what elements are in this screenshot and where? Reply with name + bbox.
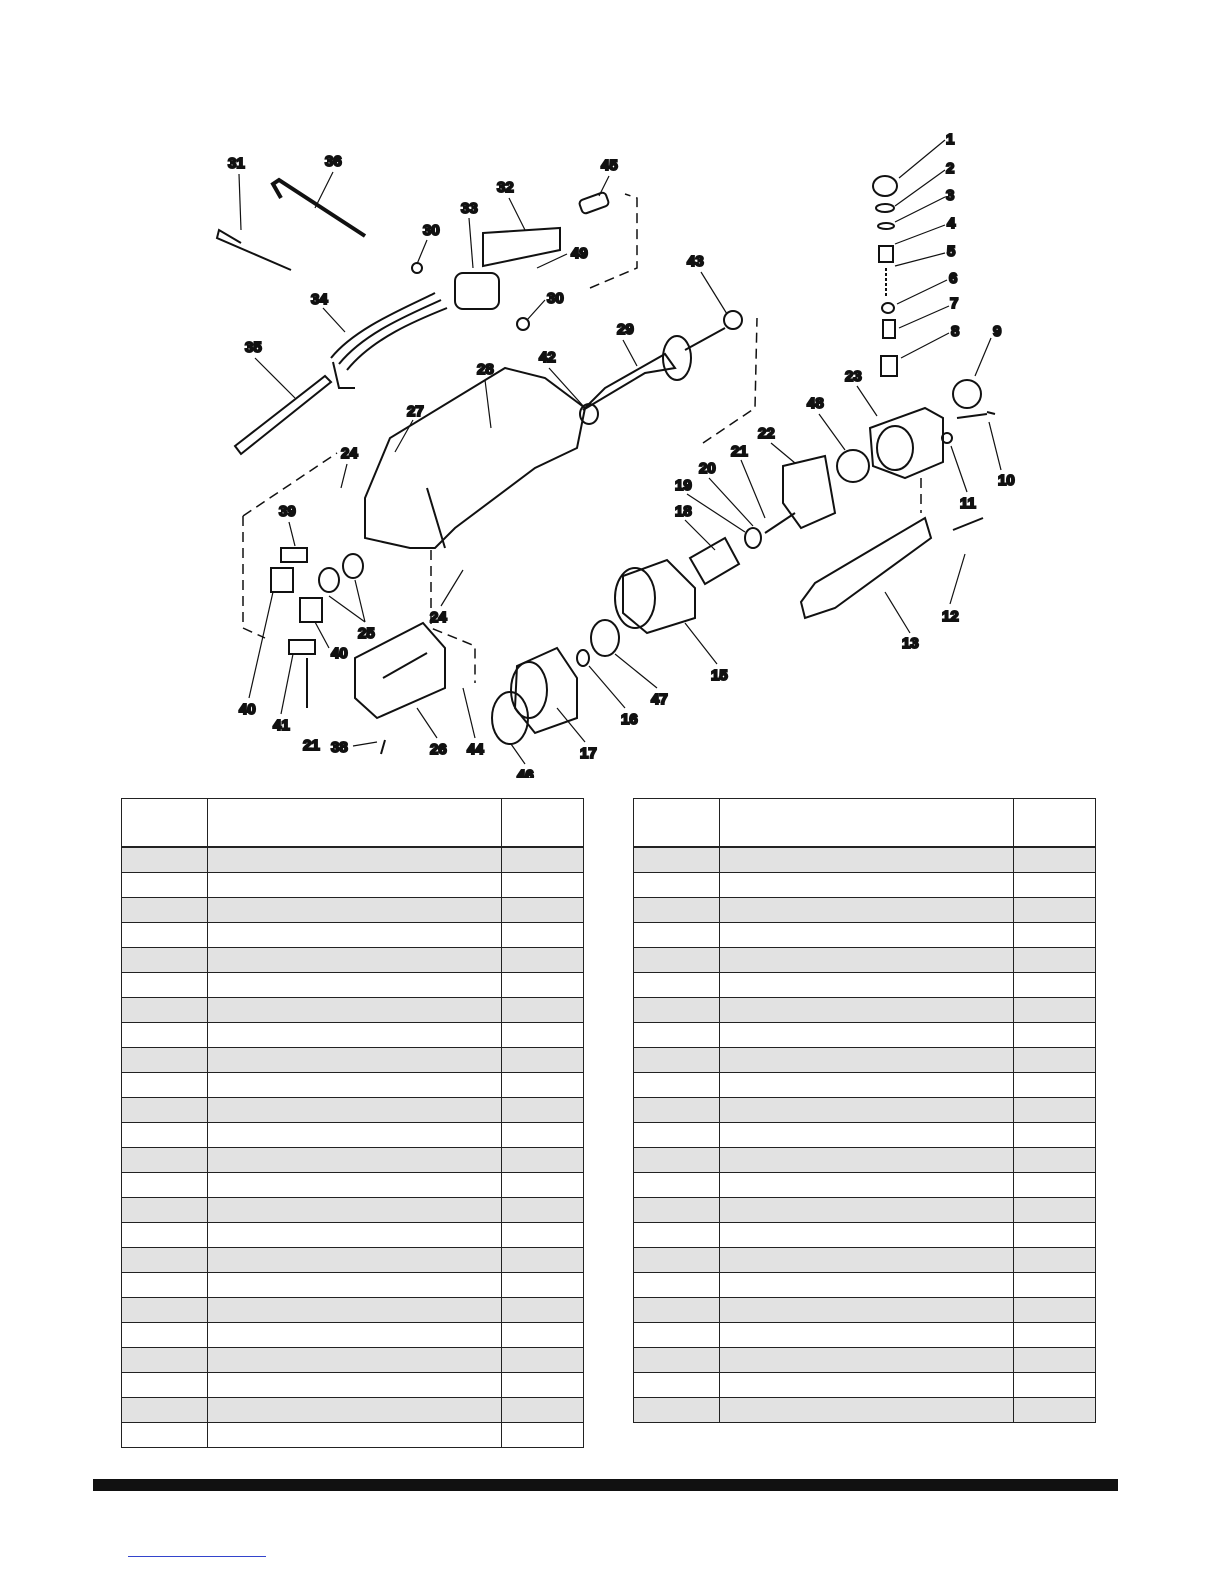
- cell-description: [720, 1373, 1014, 1398]
- cell-description: [720, 948, 1014, 973]
- cell-part-no: [122, 1298, 208, 1323]
- cell-part-no: [122, 948, 208, 973]
- cell-part-no: [122, 1148, 208, 1173]
- cell-part-no: [122, 898, 208, 923]
- cell-qty: [502, 1148, 584, 1173]
- cell-part-no: [634, 1248, 720, 1273]
- table-row: [122, 1398, 584, 1423]
- block: [271, 568, 293, 592]
- cell-description: [720, 1248, 1014, 1273]
- cell-description: [720, 1273, 1014, 1298]
- valve-port: [877, 426, 913, 470]
- table-row: [634, 1048, 1096, 1073]
- table-row: [634, 948, 1096, 973]
- valve-body: [870, 408, 943, 478]
- table-row: [634, 1248, 1096, 1273]
- table-row: [122, 923, 584, 948]
- callout-48: 48: [807, 395, 824, 412]
- callout-40-right: 40: [331, 645, 348, 662]
- cell-description: [720, 1198, 1014, 1223]
- valve-nut: [881, 356, 897, 376]
- callout-17: 17: [580, 745, 597, 762]
- table-row: [122, 1373, 584, 1398]
- cell-part-no: [122, 923, 208, 948]
- pin: [578, 192, 609, 215]
- bolt: [957, 412, 995, 418]
- table-body: [634, 847, 1096, 1423]
- cell-description: [208, 948, 502, 973]
- cell-description: [208, 1373, 502, 1398]
- cell-description: [208, 1048, 502, 1073]
- cell-part-no: [122, 1423, 208, 1448]
- exploded-view-drawing: [205, 118, 1025, 778]
- table-row: [634, 1098, 1096, 1123]
- table-row: [634, 1123, 1096, 1148]
- cell-qty: [502, 1023, 584, 1048]
- cell-qty: [502, 923, 584, 948]
- cell-part-no: [122, 1248, 208, 1273]
- screw: [412, 263, 422, 273]
- cell-qty: [1014, 1123, 1096, 1148]
- clamp-plate: [483, 228, 560, 266]
- callout-34: 34: [311, 291, 328, 308]
- blade-guide: [331, 293, 447, 388]
- callout-3: 3: [946, 187, 955, 204]
- callout-45: 45: [601, 157, 618, 174]
- table-row: [122, 1148, 584, 1173]
- cell-part-no: [122, 1123, 208, 1148]
- table-row: [122, 1223, 584, 1248]
- bushing: [319, 568, 339, 592]
- cell-part-no: [634, 1123, 720, 1148]
- cell-part-no: [122, 1023, 208, 1048]
- cell-description: [208, 1148, 502, 1173]
- table-row: [122, 1098, 584, 1123]
- table-row: [634, 1148, 1096, 1173]
- table-row: [122, 1273, 584, 1298]
- cell-qty: [502, 1298, 584, 1323]
- callout-19: 19: [675, 477, 692, 494]
- cell-description: [720, 873, 1014, 898]
- cell-qty: [502, 1273, 584, 1298]
- column-header-qty: [1014, 799, 1096, 848]
- cell-part-no: [122, 1073, 208, 1098]
- callout-16: 16: [621, 711, 638, 728]
- cell-part-no: [122, 1223, 208, 1248]
- cell-qty: [502, 1198, 584, 1223]
- exploded-parts-diagram: [205, 118, 1025, 778]
- table-row: [634, 1023, 1096, 1048]
- cell-description: [208, 1098, 502, 1123]
- cell-description: [720, 1223, 1014, 1248]
- callout-38: 38: [331, 739, 348, 756]
- table-row: [122, 1248, 584, 1273]
- cell-part-no: [122, 1373, 208, 1398]
- callout-39: 39: [279, 503, 296, 520]
- o-ring-stack: [878, 223, 894, 229]
- cell-part-no: [122, 1273, 208, 1298]
- callout-10: 10: [998, 472, 1015, 489]
- cell-description: [208, 1323, 502, 1348]
- table-row: [122, 1048, 584, 1073]
- callout-4: 4: [947, 215, 956, 232]
- cell-qty: [1014, 847, 1096, 873]
- cell-part-no: [634, 1198, 720, 1223]
- cell-description: [720, 898, 1014, 923]
- callout-23: 23: [845, 368, 862, 385]
- tool-housing: [365, 368, 585, 548]
- cell-part-no: [122, 1198, 208, 1223]
- callout-27: 27: [407, 403, 424, 420]
- cell-part-no: [122, 1398, 208, 1423]
- cell-description: [720, 1173, 1014, 1198]
- cell-part-no: [634, 1323, 720, 1348]
- table-row: [634, 847, 1096, 873]
- cell-qty: [1014, 1223, 1096, 1248]
- cell-qty: [502, 1348, 584, 1373]
- cap: [873, 176, 897, 196]
- cell-description: [208, 973, 502, 998]
- plate: [591, 620, 619, 656]
- cell-qty: [502, 898, 584, 923]
- plate-small: [281, 548, 307, 562]
- cell-part-no: [634, 948, 720, 973]
- assembly-lines: [243, 194, 921, 683]
- cell-qty: [1014, 923, 1096, 948]
- cell-description: [208, 1423, 502, 1448]
- cell-description: [208, 923, 502, 948]
- cell-qty: [502, 1373, 584, 1398]
- callout-49: 49: [571, 245, 588, 262]
- callout-47: 47: [651, 691, 668, 708]
- callout-26: 26: [430, 741, 447, 758]
- callout-20: 20: [699, 460, 716, 477]
- callout-13: 13: [902, 635, 919, 652]
- callout-24-top: 24: [341, 445, 358, 462]
- cell-part-no: [122, 873, 208, 898]
- table-header-row: [634, 799, 1096, 848]
- cell-qty: [1014, 1373, 1096, 1398]
- cell-qty: [502, 1123, 584, 1148]
- cell-description: [720, 847, 1014, 873]
- cell-qty: [502, 1248, 584, 1273]
- motor-rotor: [623, 560, 695, 633]
- cell-description: [208, 1398, 502, 1423]
- column-header-description: [208, 799, 502, 848]
- cell-part-no: [634, 1373, 720, 1398]
- cell-part-no: [122, 998, 208, 1023]
- footer-rule: [93, 1479, 1118, 1491]
- callout-44: 44: [467, 741, 484, 758]
- cell-part-no: [122, 1323, 208, 1348]
- cell-qty: [1014, 1248, 1096, 1273]
- cell-description: [208, 1248, 502, 1273]
- column-header-part-no: [634, 799, 720, 848]
- callout-29: 29: [617, 321, 634, 338]
- cell-qty: [502, 1048, 584, 1073]
- cell-description: [208, 1123, 502, 1148]
- callout-36: 36: [325, 153, 342, 170]
- cell-description: [720, 973, 1014, 998]
- callout-46: 46: [517, 767, 534, 778]
- table-row: [634, 1298, 1096, 1323]
- cell-description: [208, 998, 502, 1023]
- cell-part-no: [122, 1098, 208, 1123]
- table-row: [634, 1198, 1096, 1223]
- cell-description: [720, 1398, 1014, 1423]
- cell-description: [720, 1323, 1014, 1348]
- bearing: [577, 650, 589, 666]
- cell-part-no: [634, 1348, 720, 1373]
- callout-28: 28: [477, 361, 494, 378]
- callout-5: 5: [947, 243, 956, 260]
- valve-seat: [879, 246, 893, 262]
- table-row: [122, 847, 584, 873]
- table-row: [122, 1073, 584, 1098]
- cell-part-no: [634, 1173, 720, 1198]
- table-row: [634, 873, 1096, 898]
- cell-qty: [1014, 1323, 1096, 1348]
- callout-21-bottom: 21: [303, 737, 320, 754]
- cell-part-no: [634, 1023, 720, 1048]
- table-row: [122, 1423, 584, 1448]
- cell-qty: [502, 847, 584, 873]
- cell-qty: [1014, 1273, 1096, 1298]
- cell-qty: [502, 973, 584, 998]
- cell-part-no: [634, 1273, 720, 1298]
- pivot-pin: [953, 518, 983, 530]
- column-header-qty: [502, 799, 584, 848]
- table-row: [634, 1173, 1096, 1198]
- cell-part-no: [634, 973, 720, 998]
- callout-30-top: 30: [423, 222, 440, 239]
- column-header-description: [720, 799, 1014, 848]
- blade-clamp: [455, 273, 499, 309]
- callout-43: 43: [687, 253, 704, 270]
- callout-15: 15: [711, 667, 728, 684]
- piston-tip: [685, 328, 725, 350]
- cell-qty: [1014, 948, 1096, 973]
- housing-edge: [427, 488, 445, 548]
- shoe-slot: [383, 653, 427, 678]
- rotor-spring: [690, 538, 739, 584]
- table-row: [634, 1323, 1096, 1348]
- callout-12: 12: [942, 608, 959, 625]
- cell-description: [208, 1223, 502, 1248]
- cell-part-no: [634, 898, 720, 923]
- plate-small: [289, 640, 315, 654]
- cell-qty: [1014, 873, 1096, 898]
- screw: [381, 740, 385, 754]
- table-row: [634, 1348, 1096, 1373]
- cell-part-no: [634, 873, 720, 898]
- cell-part-no: [122, 1348, 208, 1373]
- table-row: [634, 923, 1096, 948]
- callout-31: 31: [228, 155, 245, 172]
- callout-8: 8: [951, 323, 960, 340]
- cell-qty: [1014, 1198, 1096, 1223]
- cell-description: [208, 1273, 502, 1298]
- cell-part-no: [634, 1223, 720, 1248]
- cell-qty: [502, 998, 584, 1023]
- table-row: [122, 1298, 584, 1323]
- cell-description: [720, 1148, 1014, 1173]
- bushing: [343, 554, 363, 578]
- table-row: [122, 973, 584, 998]
- piston-rod: [583, 354, 675, 410]
- cell-qty: [1014, 998, 1096, 1023]
- cell-description: [208, 847, 502, 873]
- cell-qty: [502, 1098, 584, 1123]
- callout-1: 1: [946, 131, 955, 148]
- cell-description: [720, 923, 1014, 948]
- cell-part-no: [634, 923, 720, 948]
- table-row: [122, 1323, 584, 1348]
- column-header-part-no: [122, 799, 208, 848]
- cell-qty: [1014, 1398, 1096, 1423]
- gasket: [783, 456, 835, 528]
- cell-qty: [1014, 1173, 1096, 1198]
- table-header-row: [122, 799, 584, 848]
- cell-description: [208, 1348, 502, 1373]
- saw-blade: [235, 376, 331, 454]
- o-ring: [837, 450, 869, 482]
- cell-description: [720, 1123, 1014, 1148]
- table-row: [122, 1023, 584, 1048]
- cell-qty: [502, 873, 584, 898]
- cell-qty: [502, 1323, 584, 1348]
- cell-part-no: [634, 847, 720, 873]
- cell-part-no: [634, 1298, 720, 1323]
- table-body: [122, 847, 584, 1448]
- cell-description: [208, 873, 502, 898]
- table-row: [122, 898, 584, 923]
- table-row: [634, 1273, 1096, 1298]
- cell-qty: [1014, 1348, 1096, 1373]
- cell-part-no: [122, 1173, 208, 1198]
- table-row: [634, 1223, 1096, 1248]
- cell-qty: [502, 1423, 584, 1448]
- callout-41: 41: [273, 717, 290, 734]
- cell-description: [208, 898, 502, 923]
- table-row: [634, 998, 1096, 1023]
- cell-description: [208, 1298, 502, 1323]
- cell-description: [720, 1098, 1014, 1123]
- cell-part-no: [122, 973, 208, 998]
- footer-link-underline[interactable]: [128, 1556, 266, 1557]
- block: [300, 598, 322, 622]
- parts-list-table-right: [633, 798, 1096, 1423]
- cell-description: [208, 1173, 502, 1198]
- callout-11: 11: [960, 495, 976, 512]
- table-row: [634, 898, 1096, 923]
- cell-description: [208, 1023, 502, 1048]
- bearing-small: [745, 528, 761, 548]
- table-row: [122, 1123, 584, 1148]
- callout-33: 33: [461, 200, 478, 217]
- callout-42: 42: [539, 349, 556, 366]
- table-row: [634, 1373, 1096, 1398]
- cell-part-no: [634, 1098, 720, 1123]
- cell-qty: [1014, 973, 1096, 998]
- cell-description: [720, 998, 1014, 1023]
- inlet-cap: [953, 380, 981, 408]
- cell-part-no: [634, 998, 720, 1023]
- callout-25: 25: [358, 625, 375, 642]
- table-row: [122, 873, 584, 898]
- cell-qty: [502, 948, 584, 973]
- cell-description: [720, 1298, 1014, 1323]
- callout-6: 6: [949, 270, 958, 287]
- cell-description: [720, 1048, 1014, 1073]
- valve-stem: [883, 320, 895, 338]
- cell-qty: [1014, 1298, 1096, 1323]
- cell-qty: [1014, 898, 1096, 923]
- spindle: [765, 513, 795, 533]
- table-row: [122, 1173, 584, 1198]
- table-row: [634, 1398, 1096, 1423]
- table-row: [122, 1348, 584, 1373]
- cell-qty: [1014, 1073, 1096, 1098]
- table-row: [634, 973, 1096, 998]
- callout-32: 32: [497, 179, 514, 196]
- cell-qty: [502, 1223, 584, 1248]
- callout-2: 2: [946, 160, 955, 177]
- cell-qty: [502, 1173, 584, 1198]
- cell-description: [720, 1348, 1014, 1373]
- hex-key-large: [273, 180, 365, 236]
- o-ring-stack: [876, 204, 894, 212]
- callout-7: 7: [950, 295, 959, 312]
- table-row: [122, 1198, 584, 1223]
- callout-labels: [228, 131, 1015, 778]
- cell-description: [720, 1073, 1014, 1098]
- cell-part-no: [634, 1048, 720, 1073]
- hex-key-small: [217, 230, 291, 270]
- callout-22: 22: [758, 425, 775, 442]
- cell-description: [208, 1198, 502, 1223]
- cell-part-no: [634, 1073, 720, 1098]
- cell-qty: [1014, 1098, 1096, 1123]
- cell-part-no: [634, 1148, 720, 1173]
- callout-30-bottom: 30: [547, 290, 564, 307]
- cell-description: [208, 1073, 502, 1098]
- cell-part-no: [634, 1398, 720, 1423]
- cell-part-no: [122, 847, 208, 873]
- cell-qty: [1014, 1048, 1096, 1073]
- table-row: [122, 998, 584, 1023]
- cell-part-no: [122, 1048, 208, 1073]
- cell-qty: [502, 1398, 584, 1423]
- rotor-face: [615, 568, 655, 628]
- callout-9: 9: [993, 323, 1002, 340]
- callout-21: 21: [731, 443, 748, 460]
- callout-24-bottom: 24: [430, 609, 447, 626]
- cell-qty: [1014, 1148, 1096, 1173]
- callout-35: 35: [245, 339, 262, 356]
- table-row: [122, 948, 584, 973]
- handle-lever: [801, 518, 931, 618]
- cell-qty: [502, 1073, 584, 1098]
- parts-list-table-left: [121, 798, 584, 1448]
- callout-40-left: 40: [239, 701, 256, 718]
- cell-qty: [1014, 1023, 1096, 1048]
- valve-ring: [882, 303, 894, 313]
- callout-18: 18: [675, 503, 692, 520]
- table-row: [634, 1073, 1096, 1098]
- cell-description: [720, 1023, 1014, 1048]
